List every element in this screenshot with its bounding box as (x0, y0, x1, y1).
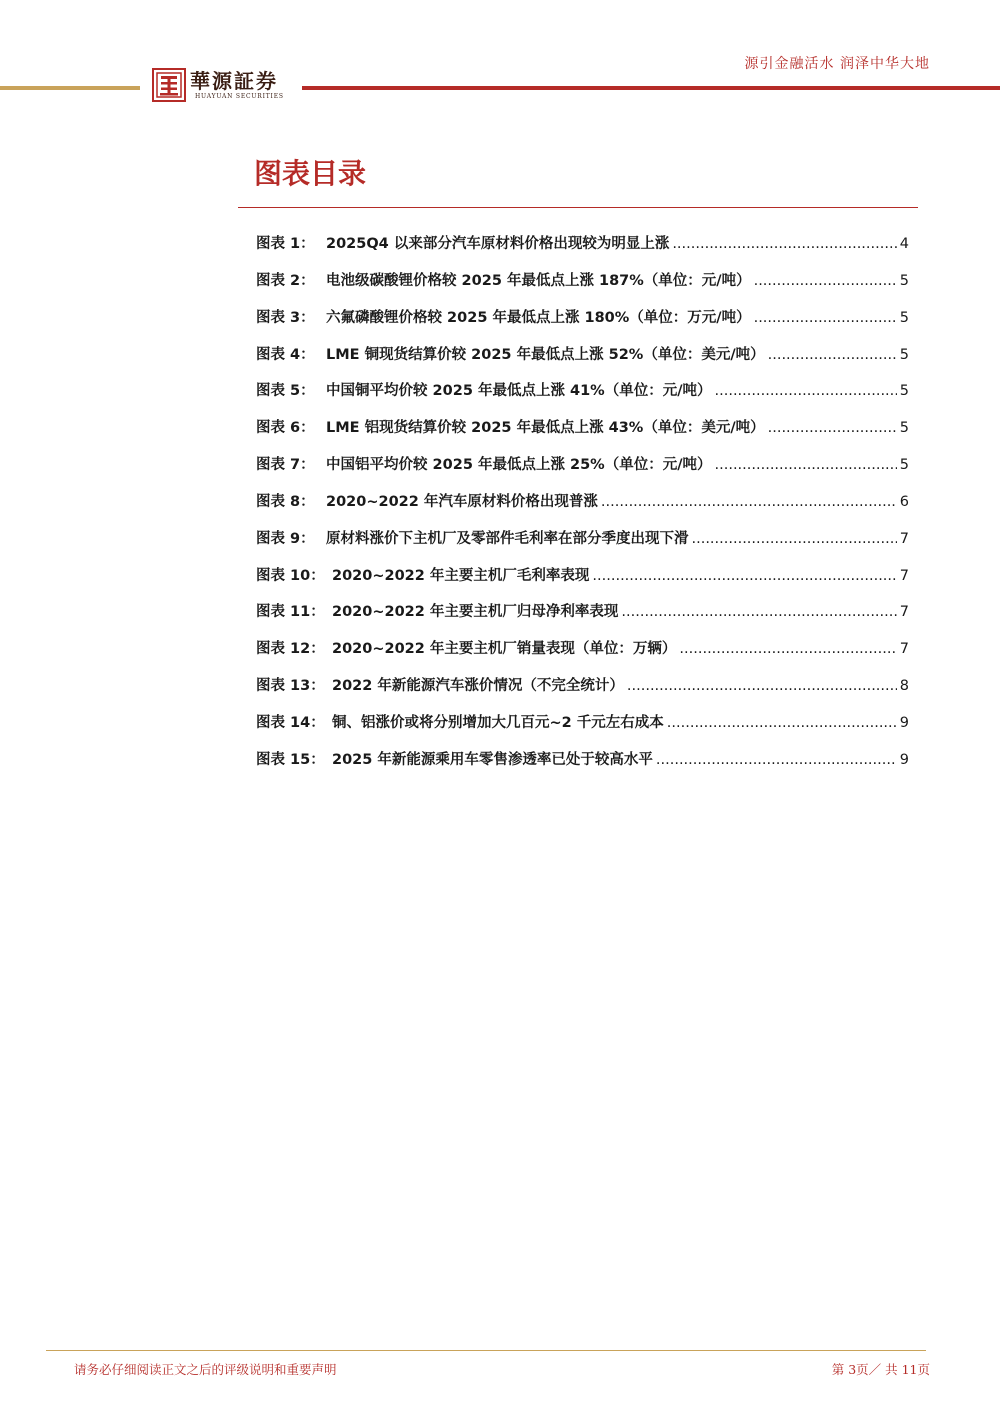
toc-entry-page: 6 (899, 493, 909, 510)
huayuan-seal-icon (152, 68, 186, 102)
toc-entry[interactable] (256, 490, 909, 527)
toc-entry[interactable] (256, 453, 909, 490)
title-rule (238, 207, 918, 208)
toc-entry-label: 图表 12： (256, 641, 325, 658)
toc-entry[interactable] (256, 637, 909, 674)
toc-entry[interactable] (256, 564, 909, 601)
toc-entry-label: 图表 3： (256, 309, 315, 326)
toc-entry-page: 5 (899, 309, 909, 326)
toc-entry[interactable] (256, 269, 909, 306)
toc-dot-leader (656, 752, 897, 768)
toc-entry[interactable] (256, 711, 909, 748)
toc-entry-page: 9 (899, 751, 909, 768)
toc-entry-label: 图表 7： (256, 457, 315, 474)
toc-dot-leader (768, 347, 897, 363)
toc-entry-page: 9 (899, 714, 909, 731)
toc-dot-leader (768, 420, 897, 436)
toc-entry-title: 2020~2022 年主要主机厂毛利率表现 (332, 567, 590, 584)
toc-entry-title: 2025Q4 以来部分汽车原材料价格出现较为明显上涨 (326, 236, 670, 252)
toc-entry-page: 5 (899, 420, 909, 437)
toc-entry-label: 图表 11： (256, 604, 325, 621)
footer-disclaimer: 请务必仔细阅读正文之后的评级说明和重要声明 (74, 1362, 337, 1377)
toc-entry-page: 5 (899, 457, 909, 474)
toc-entry-title: 2020~2022 年主要主机厂销量表现（单位：万辆） (332, 641, 677, 658)
toc-entry-page: 7 (899, 641, 909, 658)
toc-entry-title: 中国铝平均价较 2025 年最低点上涨 25%（单位：元/吨） (326, 457, 712, 474)
toc-entry-label: 图表 15： (256, 751, 325, 768)
toc-dot-leader (592, 568, 896, 584)
company-logo (150, 66, 302, 106)
toc-entry-title: 2022 年新能源汽车涨价情况（不完全统计） (332, 678, 624, 695)
toc-entry-title: 原材料涨价下主机厂及零部件毛利率在部分季度出现下滑 (326, 530, 689, 547)
toc-entry-title: 2020~2022 年汽车原材料价格出现普涨 (326, 493, 598, 510)
toc-entry-title: 电池级碳酸锂价格较 2025 年最低点上涨 187%（单位：元/吨） (326, 272, 751, 289)
toc-entry[interactable] (256, 674, 909, 711)
toc-entry-label: 图表 4： (256, 346, 315, 363)
toc-dot-leader (715, 457, 897, 473)
toc-dot-leader (601, 494, 897, 510)
toc-entry-page: 7 (899, 567, 909, 584)
toc-entry-page: 4 (899, 236, 909, 252)
logo-english: HUAYUAN SECURITIES (195, 93, 284, 100)
toc-entry-label: 图表 10： (256, 567, 325, 584)
toc-entry-title: 六氟磷酸锂价格较 2025 年最低点上涨 180%（单位：万元/吨） (326, 309, 751, 326)
toc-entry-label: 图表 6： (256, 420, 315, 437)
toc-dot-leader (754, 273, 897, 289)
toc-entry-label: 图表 14： (256, 714, 325, 731)
toc-dot-leader (627, 678, 897, 694)
toc-entry-page: 5 (899, 383, 909, 400)
toc-dot-leader (715, 383, 897, 399)
toc-entry-title: LME 铝现货结算价较 2025 年最低点上涨 43%（单位：美元/吨） (326, 420, 765, 437)
toc-entry-label: 图表 13： (256, 678, 325, 695)
toc-entry-label: 图表 9： (256, 530, 315, 547)
toc-entry[interactable] (256, 232, 909, 269)
toc-entry-page: 7 (899, 530, 909, 547)
page-title: 图表目录 (254, 157, 367, 190)
toc-entry-label: 图表 2： (256, 272, 315, 289)
toc-entry-label: 图表 1： (256, 236, 315, 252)
toc-entry[interactable] (256, 527, 909, 564)
toc-entry-page: 7 (899, 604, 909, 621)
toc-entry-page: 5 (899, 272, 909, 289)
toc-entry[interactable] (256, 748, 909, 785)
toc-entry[interactable] (256, 306, 909, 343)
toc-entry-page: 8 (899, 678, 909, 695)
footer-rule (46, 1350, 926, 1351)
toc-entry-title: 中国铜平均价较 2025 年最低点上涨 41%（单位：元/吨） (326, 383, 712, 400)
toc-entry[interactable] (256, 600, 909, 637)
toc-entry[interactable] (256, 416, 909, 453)
toc-entry-label: 图表 8： (256, 493, 315, 510)
table-of-figures (256, 232, 909, 785)
toc-dot-leader (672, 236, 896, 252)
toc-entry-title: 铜、铝涨价或将分别增加大几百元~2 千元左右成本 (332, 714, 664, 731)
toc-dot-leader (621, 604, 896, 620)
toc-entry-title: 2020~2022 年主要主机厂归母净利率表现 (332, 604, 619, 621)
header-slogan: 源引金融活水 润泽中华大地 (744, 56, 930, 72)
toc-dot-leader (754, 310, 897, 326)
toc-entry-page: 5 (899, 346, 909, 363)
toc-entry-label: 图表 5： (256, 383, 315, 400)
logo-name: 華源証券 (190, 69, 278, 93)
toc-entry[interactable] (256, 379, 909, 416)
toc-dot-leader (692, 531, 897, 547)
toc-dot-leader (667, 715, 897, 731)
toc-entry-title: 2025 年新能源乘用车零售渗透率已处于较高水平 (332, 751, 653, 768)
toc-entry-title: LME 铜现货结算价较 2025 年最低点上涨 52%（单位：美元/吨） (326, 346, 765, 363)
toc-dot-leader (679, 641, 896, 657)
toc-entry[interactable] (256, 343, 909, 380)
page-indicator: 第 3页／ 共 11页 (831, 1362, 930, 1377)
